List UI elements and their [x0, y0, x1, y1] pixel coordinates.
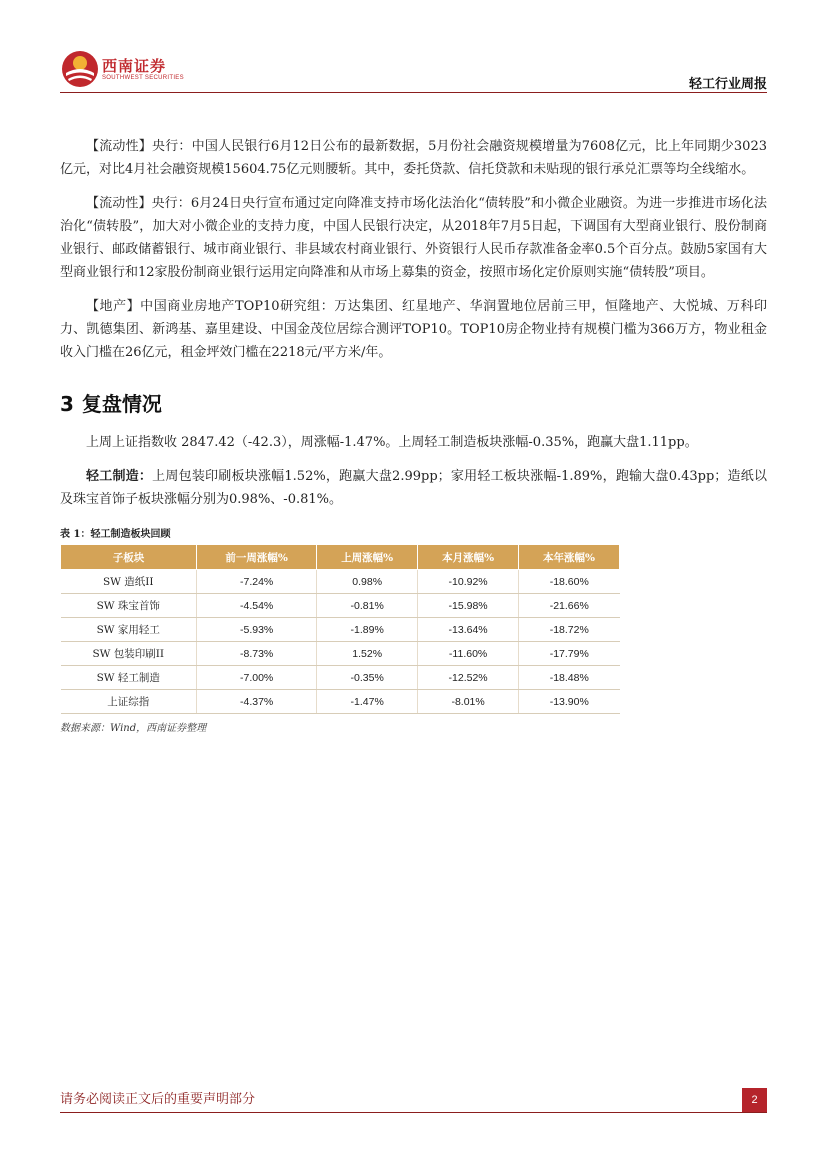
industry-text: 上周包装印刷板块涨幅1.52%，跑赢大盘2.99pp；家用轻工板块涨幅-1.89%，跑输大盘0.43pp；造纸以及珠宝首饰子板块涨幅分别为0.98%、-0.81%。 — [60, 469, 767, 507]
table-row — [61, 642, 620, 666]
section-number: 3 — [60, 392, 74, 416]
paragraph-liquidity-2: 【流动性】央行：6月24日央行宣布通过定向降准支持市场化法治化“债转股”和小微企业融资。为进一步推进市场化法治化“债转股”，加大对小微企业的支持力度，中国人民银行决定，从2018年7月5日起，下调国有大型商业银行、股份制商业银行、邮政储蓄银行、城市商业银行、非县域农村商业银行、外资银行人民币存款准备金率0.5个百分点。鼓励5家国有大型商业银行和12家股份制商业银行运用定向降准和从市场上募集的资金，按照市场化定价原则实施“债转股”项目。 — [60, 196, 767, 280]
table-row — [61, 666, 620, 690]
market-summary: 上周上证指数收 2847.42（-42.3），周涨幅-1.47%。上周轻工制造板块涨幅-0.35%，跑赢大盘1.11pp。 — [86, 435, 698, 450]
paragraph-liquidity-1: 【流动性】央行：中国人民银行6月12日公布的最新数据，5月份社会融资规模增量为7608亿元，比上年同期少3023亿元，对比4月社会融资规模15604.75亿元则腰斩。其中，委托贷款、信托贷款和未贴现的银行承兑汇票等均全线缩水。 — [60, 139, 767, 177]
main-content — [60, 135, 767, 734]
col-header: 本年涨幅% — [519, 545, 620, 570]
table-cell: SW 珠宝首饰 — [61, 594, 197, 618]
footer-disclaimer: 请务必阅读正文后的重要声明部分 — [60, 1092, 256, 1107]
table-cell: -7.00% — [197, 666, 317, 690]
table-cell: -5.93% — [197, 618, 317, 642]
section-heading — [60, 388, 767, 417]
col-header: 前一周涨幅% — [197, 545, 317, 570]
table-cell: -4.54% — [197, 594, 317, 618]
table-cell: -17.79% — [519, 642, 620, 666]
table-cell: 上证综指 — [61, 690, 197, 714]
report-type: 轻工行业周报 — [688, 77, 767, 92]
table-header-row — [61, 545, 620, 570]
paragraph-real-estate: 【地产】中国商业房地产TOP10研究组：万达集团、红星地产、华润置地位居前三甲，恒隆地产、大悦城、万科印力、凯德集团、新鸿基、嘉里建设、中国金茂位居综合测评TOP10。TOP10房企物业持有规模门槛为366万方，物业租金收入门槛在26亿元，租金坪效门槛在2218元/平方米/年。 — [60, 299, 767, 360]
col-header: 本月涨幅% — [418, 545, 519, 570]
page-header — [60, 45, 767, 95]
table-cell: -0.81% — [317, 594, 418, 618]
table-cell: -13.64% — [418, 618, 519, 642]
section-title: 复盘情况 — [81, 392, 162, 416]
logo-name-en: SOUTHWEST SECURITIES — [102, 75, 184, 81]
table-cell: -13.90% — [519, 690, 620, 714]
footer-divider — [60, 1112, 767, 1113]
industry-label: 轻工制造： — [86, 469, 153, 484]
header-divider — [60, 92, 767, 93]
table-cell: -0.35% — [317, 666, 418, 690]
page-number: 2 — [742, 1088, 767, 1113]
table-cell: -1.89% — [317, 618, 418, 642]
table-cell: 0.98% — [317, 570, 418, 594]
sector-review-table — [60, 544, 620, 714]
table-cell: SW 家用轻工 — [61, 618, 197, 642]
table-cell: -11.60% — [418, 642, 519, 666]
table-cell: -7.24% — [197, 570, 317, 594]
table-cell: -12.52% — [418, 666, 519, 690]
table-cell: -18.72% — [519, 618, 620, 642]
table-cell: SW 轻工制造 — [61, 666, 197, 690]
industry-summary — [60, 465, 767, 511]
table-row — [61, 618, 620, 642]
col-header: 上周涨幅% — [317, 545, 418, 570]
company-logo-icon — [60, 49, 100, 89]
table-row — [61, 570, 620, 594]
table-cell: SW 包装印刷II — [61, 642, 197, 666]
table-cell: SW 造纸II — [61, 570, 197, 594]
table-cell: -1.47% — [317, 690, 418, 714]
table-row — [61, 690, 620, 714]
table-source: 数据来源：Wind，西南证券整理 — [60, 723, 207, 734]
table-caption: 表 1：轻工制造板块回顾 — [60, 529, 171, 540]
logo-name-cn: 西南证券 — [102, 57, 167, 75]
table-cell: -15.98% — [418, 594, 519, 618]
col-header: 子板块 — [61, 545, 197, 570]
table-cell: -8.01% — [418, 690, 519, 714]
table-cell: -4.37% — [197, 690, 317, 714]
table-cell: -18.48% — [519, 666, 620, 690]
table-cell: -21.66% — [519, 594, 620, 618]
table-cell: -10.92% — [418, 570, 519, 594]
table-cell: 1.52% — [317, 642, 418, 666]
table-cell: -8.73% — [197, 642, 317, 666]
table-row — [61, 594, 620, 618]
table-cell: -18.60% — [519, 570, 620, 594]
